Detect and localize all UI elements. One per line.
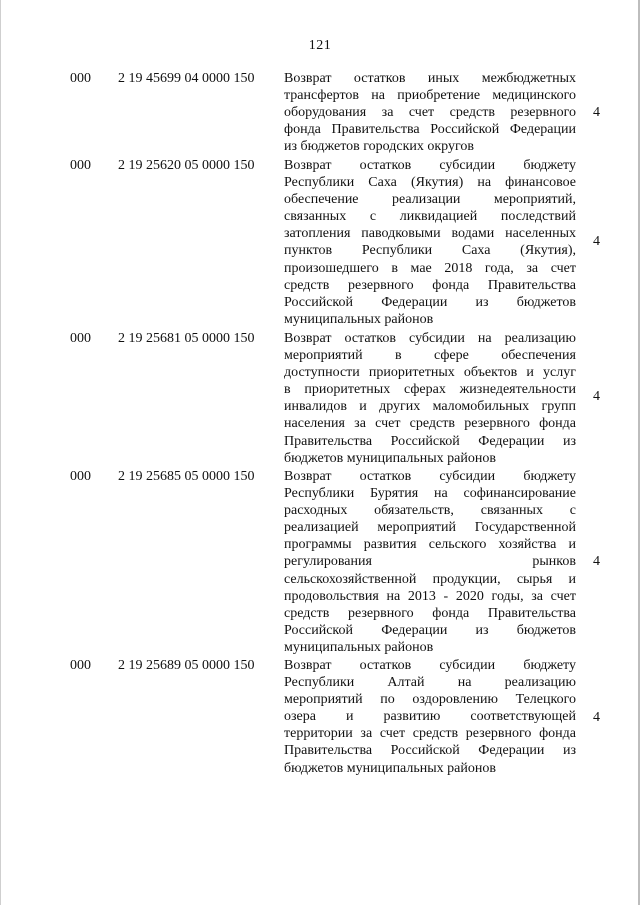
description-line: инвалидов и других маломобильных групп xyxy=(284,399,576,415)
amount-value: 4 xyxy=(593,554,600,569)
description-line: связанных с ликвидацией последствий xyxy=(284,209,576,225)
description-line: Возврат остатков субсидии бюджету xyxy=(284,658,576,673)
description-line: обеспечение реализации мероприятий, xyxy=(284,192,576,208)
amount-value: 4 xyxy=(593,389,600,404)
description-line: населения за счет средств резервного фонда xyxy=(284,416,576,432)
page-number: 121 xyxy=(308,38,332,53)
description-line: затопления паводковыми водами населенных xyxy=(284,226,576,242)
description-line: реализацией мероприятий Государственной xyxy=(284,520,576,536)
description-line: бюджетов муниципальных районов xyxy=(284,760,496,776)
description-line: средств резервного фонда Правительства xyxy=(284,277,576,293)
budget-classification-code: 2 19 25689 05 0000 150 xyxy=(118,658,255,673)
description-line: программы развития сельского хозяйства и xyxy=(284,537,576,553)
admin-code: 000 xyxy=(70,469,91,484)
admin-code: 000 xyxy=(70,331,91,346)
admin-code: 000 xyxy=(70,158,91,173)
description-line: Возврат остатков субсидии бюджету xyxy=(284,158,576,173)
description-line: трансфертов на приобретение медицинского xyxy=(284,88,576,104)
budget-classification-code: 2 19 25681 05 0000 150 xyxy=(118,331,255,346)
revenue-description xyxy=(284,70,576,155)
description-line: бюджетов муниципальных районов xyxy=(284,450,496,466)
description-line: из бюджетов городских округов xyxy=(284,139,475,155)
description-line: территории за счет средств резервного фонда xyxy=(284,726,576,742)
description-line: Республики Алтай на реализацию xyxy=(284,675,576,691)
budget-classification-code: 2 19 25685 05 0000 150 xyxy=(118,469,255,484)
description-line: доступности приоритетных объектов и услуг xyxy=(284,365,576,381)
description-line: продовольствия на 2013 - 2020 годы, за счет xyxy=(284,588,576,604)
amount-value: 4 xyxy=(593,105,600,120)
description-line: мероприятий в сфере обеспечения xyxy=(284,348,576,364)
description-line: озера и развитию соответствующей xyxy=(284,709,576,725)
description-line: Российской Федерации из бюджетов xyxy=(284,622,576,638)
description-line: сельскохозяйственной продукции, сырья и xyxy=(284,571,576,587)
description-line: пунктов Республики Саха (Якутия), xyxy=(284,243,576,259)
description-line: Республики Саха (Якутия) на финансовое xyxy=(284,175,576,191)
description-line: Правительства Российской Федерации из xyxy=(284,743,576,759)
description-line: расходных обязательств, связанных с xyxy=(284,503,576,519)
description-line: регулирования рынков xyxy=(284,554,576,570)
description-line: в приоритетных сферах жизнедеятельности xyxy=(284,382,576,398)
description-line: Республики Бурятия на софинансирование xyxy=(284,486,576,502)
description-line: Возврат остатков субсидии бюджету xyxy=(284,469,576,484)
revenue-description xyxy=(284,330,576,467)
description-line: фонда Правительства Российской Федерации xyxy=(284,122,576,138)
amount-value: 4 xyxy=(593,234,600,249)
description-line: Возврат остатков иных межбюджетных xyxy=(284,71,576,86)
budget-classification-code: 2 19 25620 05 0000 150 xyxy=(118,158,255,173)
amount-value: 4 xyxy=(593,710,600,725)
budget-classification-code: 2 19 45699 04 0000 150 xyxy=(118,71,255,86)
description-line: произошедшего в мае 2018 года, за счет xyxy=(284,260,576,276)
admin-code: 000 xyxy=(70,71,91,86)
description-line: мероприятий по оздоровлению Телецкого xyxy=(284,692,576,708)
description-line: оборудования за счет средств резервного xyxy=(284,105,576,121)
description-line: Российской Федерации из бюджетов xyxy=(284,294,576,310)
revenue-description xyxy=(284,157,576,328)
description-line: муниципальных районов xyxy=(284,639,434,655)
description-line: средств резервного фонда Правительства xyxy=(284,605,576,621)
description-line: Возврат остатков субсидии на реализацию xyxy=(284,331,576,346)
admin-code: 000 xyxy=(70,658,91,673)
description-line: Правительства Российской Федерации из xyxy=(284,433,576,449)
revenue-description xyxy=(284,657,576,777)
description-line: муниципальных районов xyxy=(284,311,434,327)
revenue-description xyxy=(284,468,576,656)
